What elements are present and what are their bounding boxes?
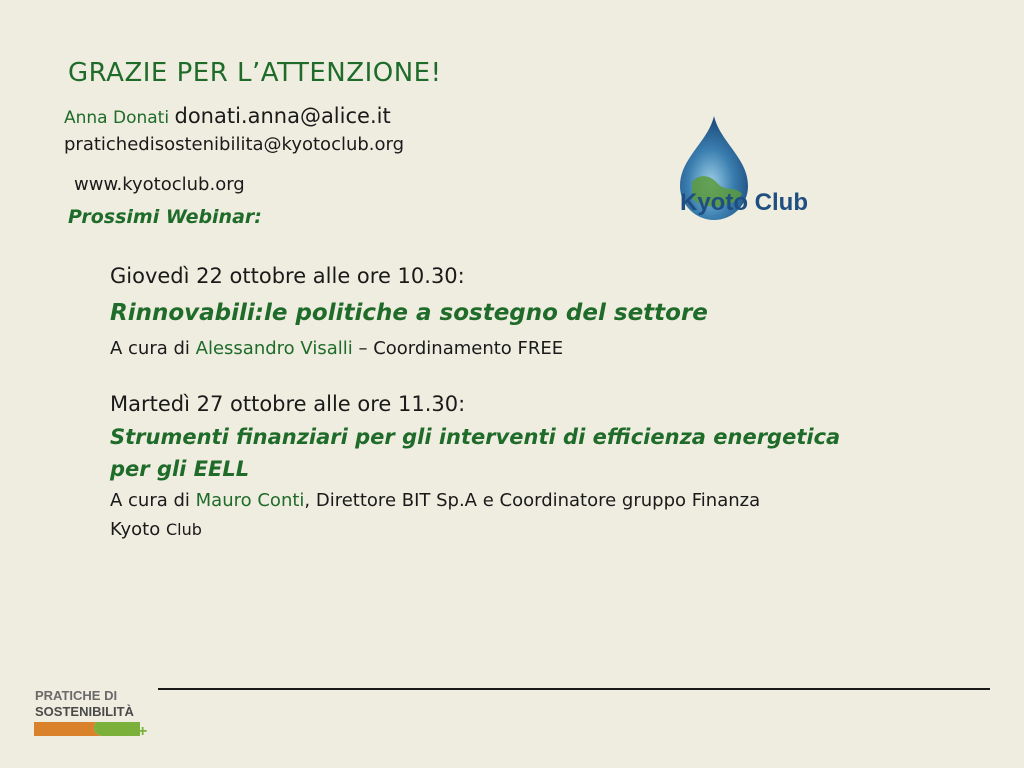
secondary-email-link[interactable]: pratichedisostenibilita@kyotoclub.org bbox=[64, 134, 405, 155]
website-link[interactable]: www.kyotoclub.org bbox=[74, 174, 245, 195]
event1-curator-prefix: A cura di bbox=[110, 338, 190, 359]
contact-line bbox=[64, 104, 391, 128]
slide-title: GRAZIE PER L’ATTENZIONE! bbox=[68, 58, 442, 88]
event2-curator-line2 bbox=[110, 519, 202, 540]
pratiche-di-sostenibilita-logo bbox=[32, 686, 150, 742]
event1-curator-name: Alessandro Visalli bbox=[195, 338, 353, 359]
contact-email-link[interactable]: donati.anna@alice.it bbox=[174, 104, 391, 128]
footer-divider bbox=[158, 688, 990, 690]
event2-curator-prefix: A cura di bbox=[110, 490, 190, 511]
kyoto-club-wordmark: Kyoto Club bbox=[680, 189, 808, 216]
footer-logo-line1: PRATICHE DI bbox=[35, 688, 118, 703]
event2-curator-name: Mauro Conti bbox=[195, 490, 305, 511]
plus-icon: + bbox=[138, 723, 148, 740]
contact-name: Anna Donati bbox=[64, 108, 170, 128]
event1-date: Giovedì 22 ottobre alle ore 10.30: bbox=[110, 264, 465, 288]
event2-curator-org-b: Club bbox=[165, 520, 202, 539]
event2-curator-org-a: Kyoto bbox=[110, 519, 161, 540]
event2-title-line1: Strumenti finanziari per gli interventi di efficienza energetica bbox=[110, 425, 841, 449]
webinar-heading: Prossimi Webinar: bbox=[68, 206, 262, 228]
event2-date: Martedì 27 ottobre alle ore 11.30: bbox=[110, 392, 466, 416]
event2-title-line2: per gli EELL bbox=[110, 457, 250, 481]
event1-title: Rinnovabili:le politiche a sostegno del settore bbox=[110, 300, 708, 326]
event1-curator-suffix: – Coordinamento FREE bbox=[358, 338, 564, 359]
footer-logo-line2: SOSTENIBILITÀ bbox=[35, 704, 134, 719]
event1-curator bbox=[110, 338, 563, 359]
kyoto-club-logo bbox=[664, 112, 824, 222]
event2-curator-suffix: , Direttore BIT Sp.A e Coordinatore gruppo Finanza bbox=[304, 490, 761, 511]
event2-curator bbox=[110, 490, 760, 511]
